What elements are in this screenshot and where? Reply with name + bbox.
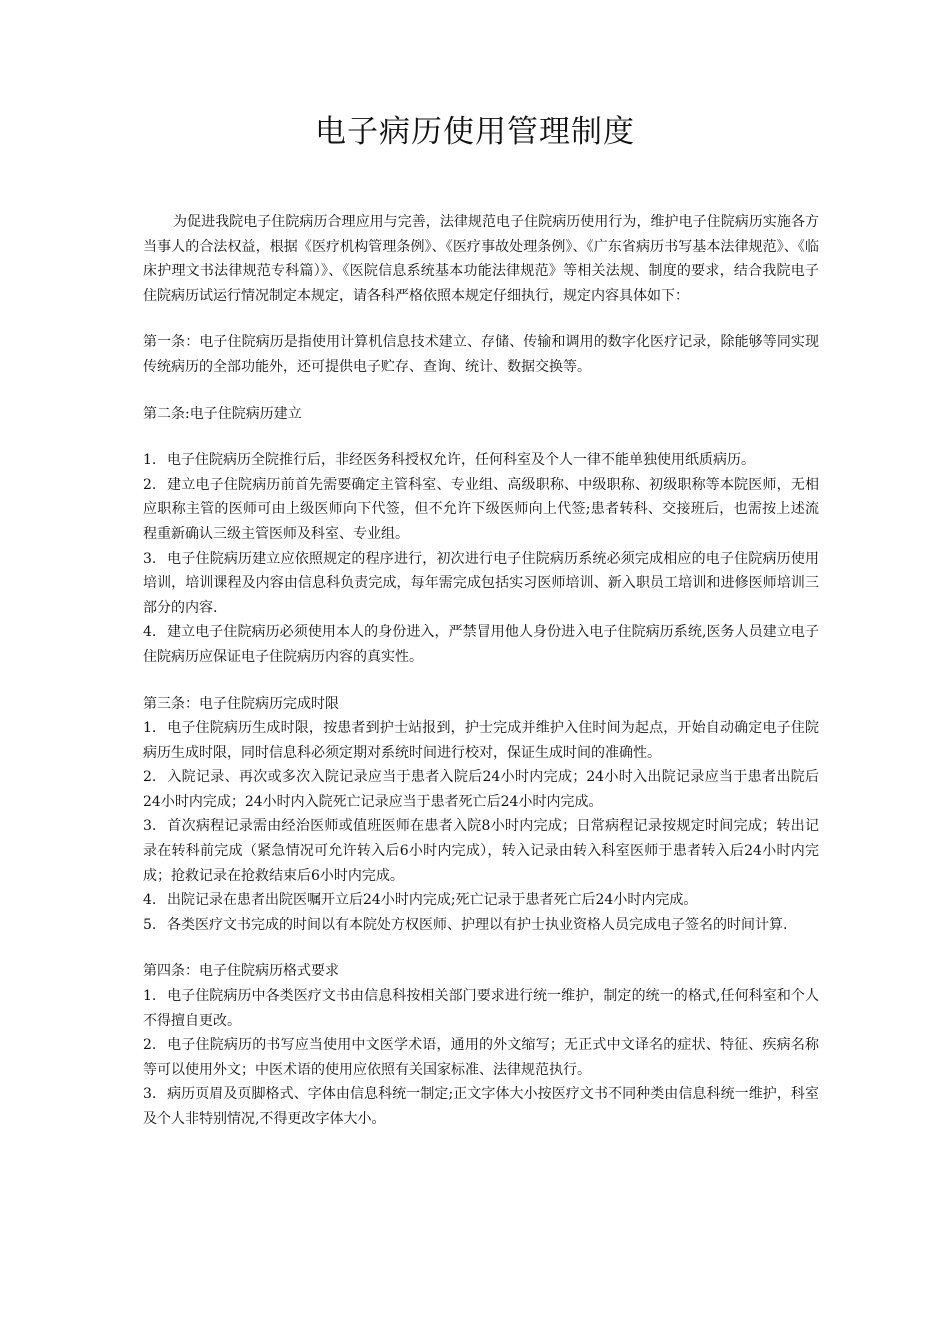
article-3-item — [143, 765, 819, 814]
article-4-heading: 第四条：电子住院病历格式要求 — [143, 963, 339, 980]
article-4-item — [143, 1082, 819, 1131]
item-text: 电子住院病历生成时限，按患者到护士站报到，护士完成并维护入住时间为起点，开始自动确定电子住院病历生成时限，同时信息科必须定期对系统时间进行校对，保证生成时间的准确性。 — [143, 720, 819, 761]
item-number: 5. — [143, 916, 157, 933]
item-text: 建立电子住院病历前首先需要确定主管科室、专业组、高级职称、中级职称、初级职称等本院医师，无相应职称主管的医师可由上级医师向下代签，但不允许下级医师向上代签;患者转科、交接班后，也需按上述流程重新确认三级主管医师及科室、专业组。 — [143, 476, 819, 542]
article-3-heading: 第三条：电子住院病历完成时限 — [143, 695, 339, 712]
article-3-item — [143, 888, 819, 913]
item-number: 2. — [143, 769, 157, 786]
article-3-item — [143, 716, 819, 765]
item-text: 电子住院病历中各类医疗文书由信息科按相关部门要求进行统一维护，制定的统一的格式,任何科室和个人不得擅自更改。 — [143, 988, 819, 1029]
item-number: 1. — [143, 720, 157, 737]
item-text: 电子住院病历建立应依照规定的程序进行，初次进行电子住院病历系统必须完成相应的电子住院病历使用培训，培训课程及内容由信息科负责完成，每年需完成包括实习医师培训、新入职员工培训和进修医师培训三部分的内容. — [143, 550, 819, 616]
item-number: 1. — [143, 988, 157, 1005]
article-4-item — [143, 984, 819, 1033]
item-number: 3. — [143, 818, 157, 835]
item-text: 病历页眉及页脚格式、字体由信息科统一制定;正文字体大小按医疗文书不同种类由信息科统一维护，科室及个人非特别情况,不得更改字体大小。 — [143, 1086, 819, 1127]
item-text: 入院记录、再次或多次入院记录应当于患者入院后24小时内完成；24小时入出院记录应当于患者出院后24小时内完成；24小时内入院死亡记录应当于患者死亡后24小时内完成。 — [143, 769, 819, 810]
article-2-item — [143, 448, 819, 473]
document-body — [143, 210, 819, 1132]
item-text: 各类医疗文书完成的时间以有本院处方权医师、护理以有护士执业资格人员完成电子签名的时间计算. — [167, 916, 788, 933]
item-text: 出院记录在患者出院医嘱开立后24小时内完成;死亡记录于患者死亡后24小时内完成。 — [167, 892, 698, 909]
item-number: 2. — [143, 1037, 157, 1054]
item-number: 4. — [143, 624, 157, 641]
article-2-item — [143, 473, 819, 547]
item-number: 3. — [143, 1086, 157, 1103]
document-title: 电子病历使用管理制度 — [315, 114, 635, 150]
article-2-item — [143, 620, 819, 669]
article-2-heading: 第二条:电子住院病历建立 — [143, 405, 302, 422]
intro-paragraph: 为促进我院电子住院病历合理应用与完善，法律规范电子住院病历使用行为，维护电子住院病历实施各方当事人的合法权益，根据《医疗机构管理条例》、《医疗事故处理条例》、《广东省病历书写基本法律规范》、《临床护理文书法律规范专科篇）》、《医院信息系统基本功能法律规范》等相关法规、制度的要求，结合我院电子住院病历试运行情况制定本规定，请各科严格依照本规定仔细执行，规定内容具体如下： — [143, 214, 819, 304]
article-1: 第一条：电子住院病历是指使用计算机信息技术建立、存储、传输和调用的数字化医疗记录，除能够等同实现传统病历的全部功能外，还可提供电子贮存、查询、统计、数据交换等。 — [143, 334, 819, 375]
item-text: 首次病程记录需由经治医师或值班医师在患者入院8小时内完成；日常病程记录按规定时间完成；转出记录在转科前完成（紧急情况可允许转入后6小时内完成），转入记录由转入科室医师于患者转入后24小时内完成；抢救记录在抢救结束后6小时内完成。 — [143, 818, 819, 884]
article-2-item — [143, 547, 819, 621]
item-number: 1. — [143, 452, 157, 469]
item-number: 2. — [143, 476, 157, 493]
article-3-item — [143, 814, 819, 888]
item-text: 电子住院病历的书写应当使用中文医学术语，通用的外文缩写；无正式中文译名的症状、特征、疾病名称等可以使用外文；中医术语的使用应依照有关国家标准、法律规范执行。 — [143, 1037, 819, 1078]
item-number: 4. — [143, 892, 157, 909]
item-text: 电子住院病历全院推行后，非经医务科授权允许，任何科室及个人一律不能单独使用纸质病历。 — [167, 452, 755, 469]
item-text: 建立电子住院病历必须使用本人的身份进入，严禁冒用他人身份进入电子住院病历系统,医务人员建立电子住院病历应保证电子住院病历内容的真实性。 — [143, 624, 819, 665]
article-4-item — [143, 1033, 819, 1082]
item-number: 3. — [143, 550, 157, 567]
article-3-item — [143, 913, 819, 938]
